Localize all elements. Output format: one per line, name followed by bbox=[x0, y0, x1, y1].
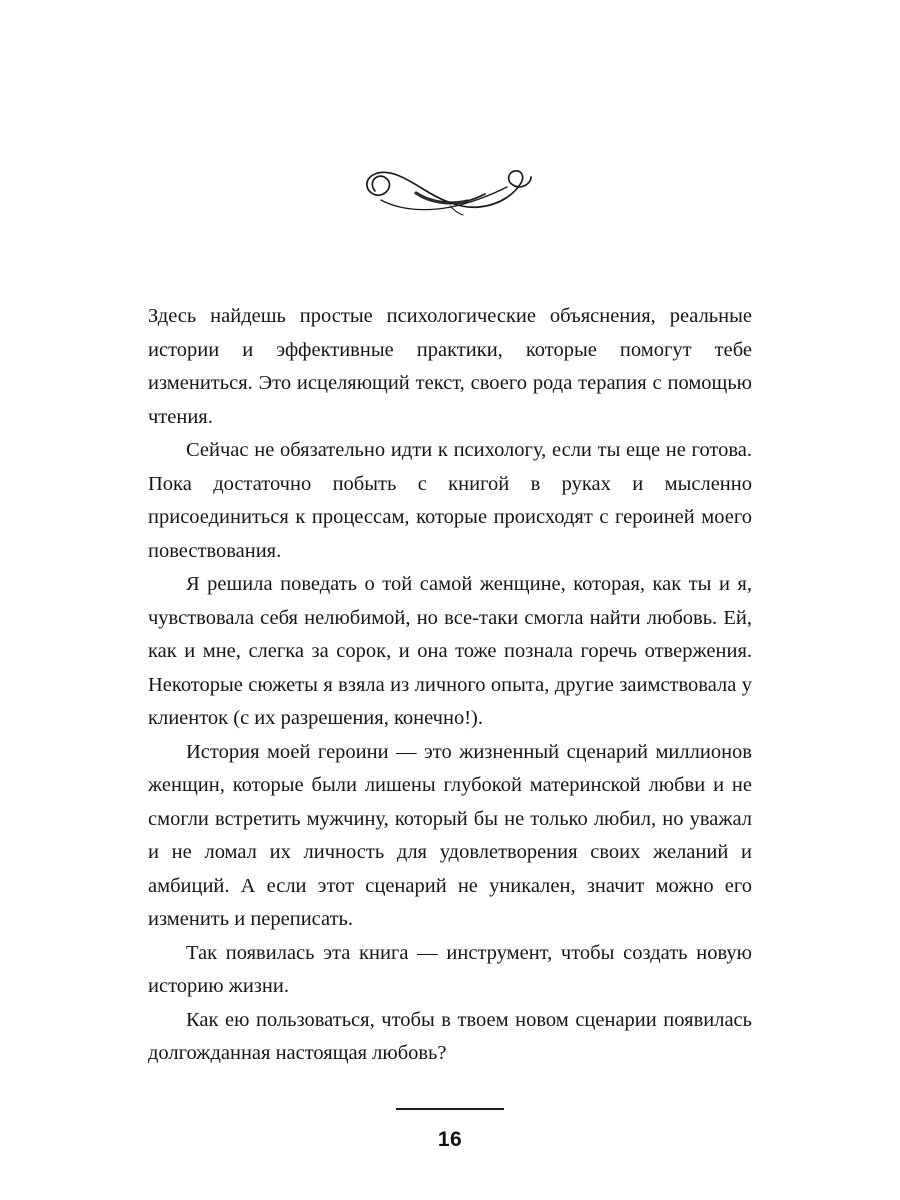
page-footer bbox=[0, 1108, 900, 1152]
footer-divider bbox=[396, 1108, 504, 1110]
page-body-text bbox=[148, 300, 752, 1071]
paragraph: История моей героини — это жизненный сценарий миллионов женщин, которые были лишены глубокой материнской любви и не смогли встретить мужчину, который бы не только любил, но уважал и не ломал их личность для удовлетворения своих желаний и амбиций. А если этот сценарий не уникален, значит можно его изменить и переписать. bbox=[148, 740, 752, 930]
paragraph: Так появилась эта книга — инструмент, чтобы создать новую историю жизни. bbox=[148, 941, 752, 997]
paragraph: Сейчас не обязательно идти к психологу, если ты еще не готова. Пока достаточно побыть с книгой в руках и мысленно присоединиться к процессам, которые происходят с героиней моего повествования. bbox=[148, 439, 752, 562]
page-number: 16 bbox=[437, 1128, 463, 1151]
decorative-flourish-icon bbox=[0, 150, 900, 240]
paragraph: Здесь найдешь простые психологические объяснения, реальные истории и эффективные практики, которые помогут тебе измениться. Это исцеляющий текст, своего рода терапия с помощью чтения. bbox=[148, 305, 752, 428]
paragraph: Как ею пользоваться, чтобы в твоем новом сценарии появилась долгожданная настоящая любовь? bbox=[148, 1008, 752, 1064]
paragraph: Я решила поведать о той самой женщине, которая, как ты и я, чувствовала себя нелюбимой, но все-таки смогла найти любовь. Ей, как и мне, слегка за сорок, и она тоже познала горечь отвержения. Некоторые сюжеты я взяла из личного опыта, другие заимствовала у клиенток (с их разрешения, конечно!). bbox=[148, 573, 752, 729]
